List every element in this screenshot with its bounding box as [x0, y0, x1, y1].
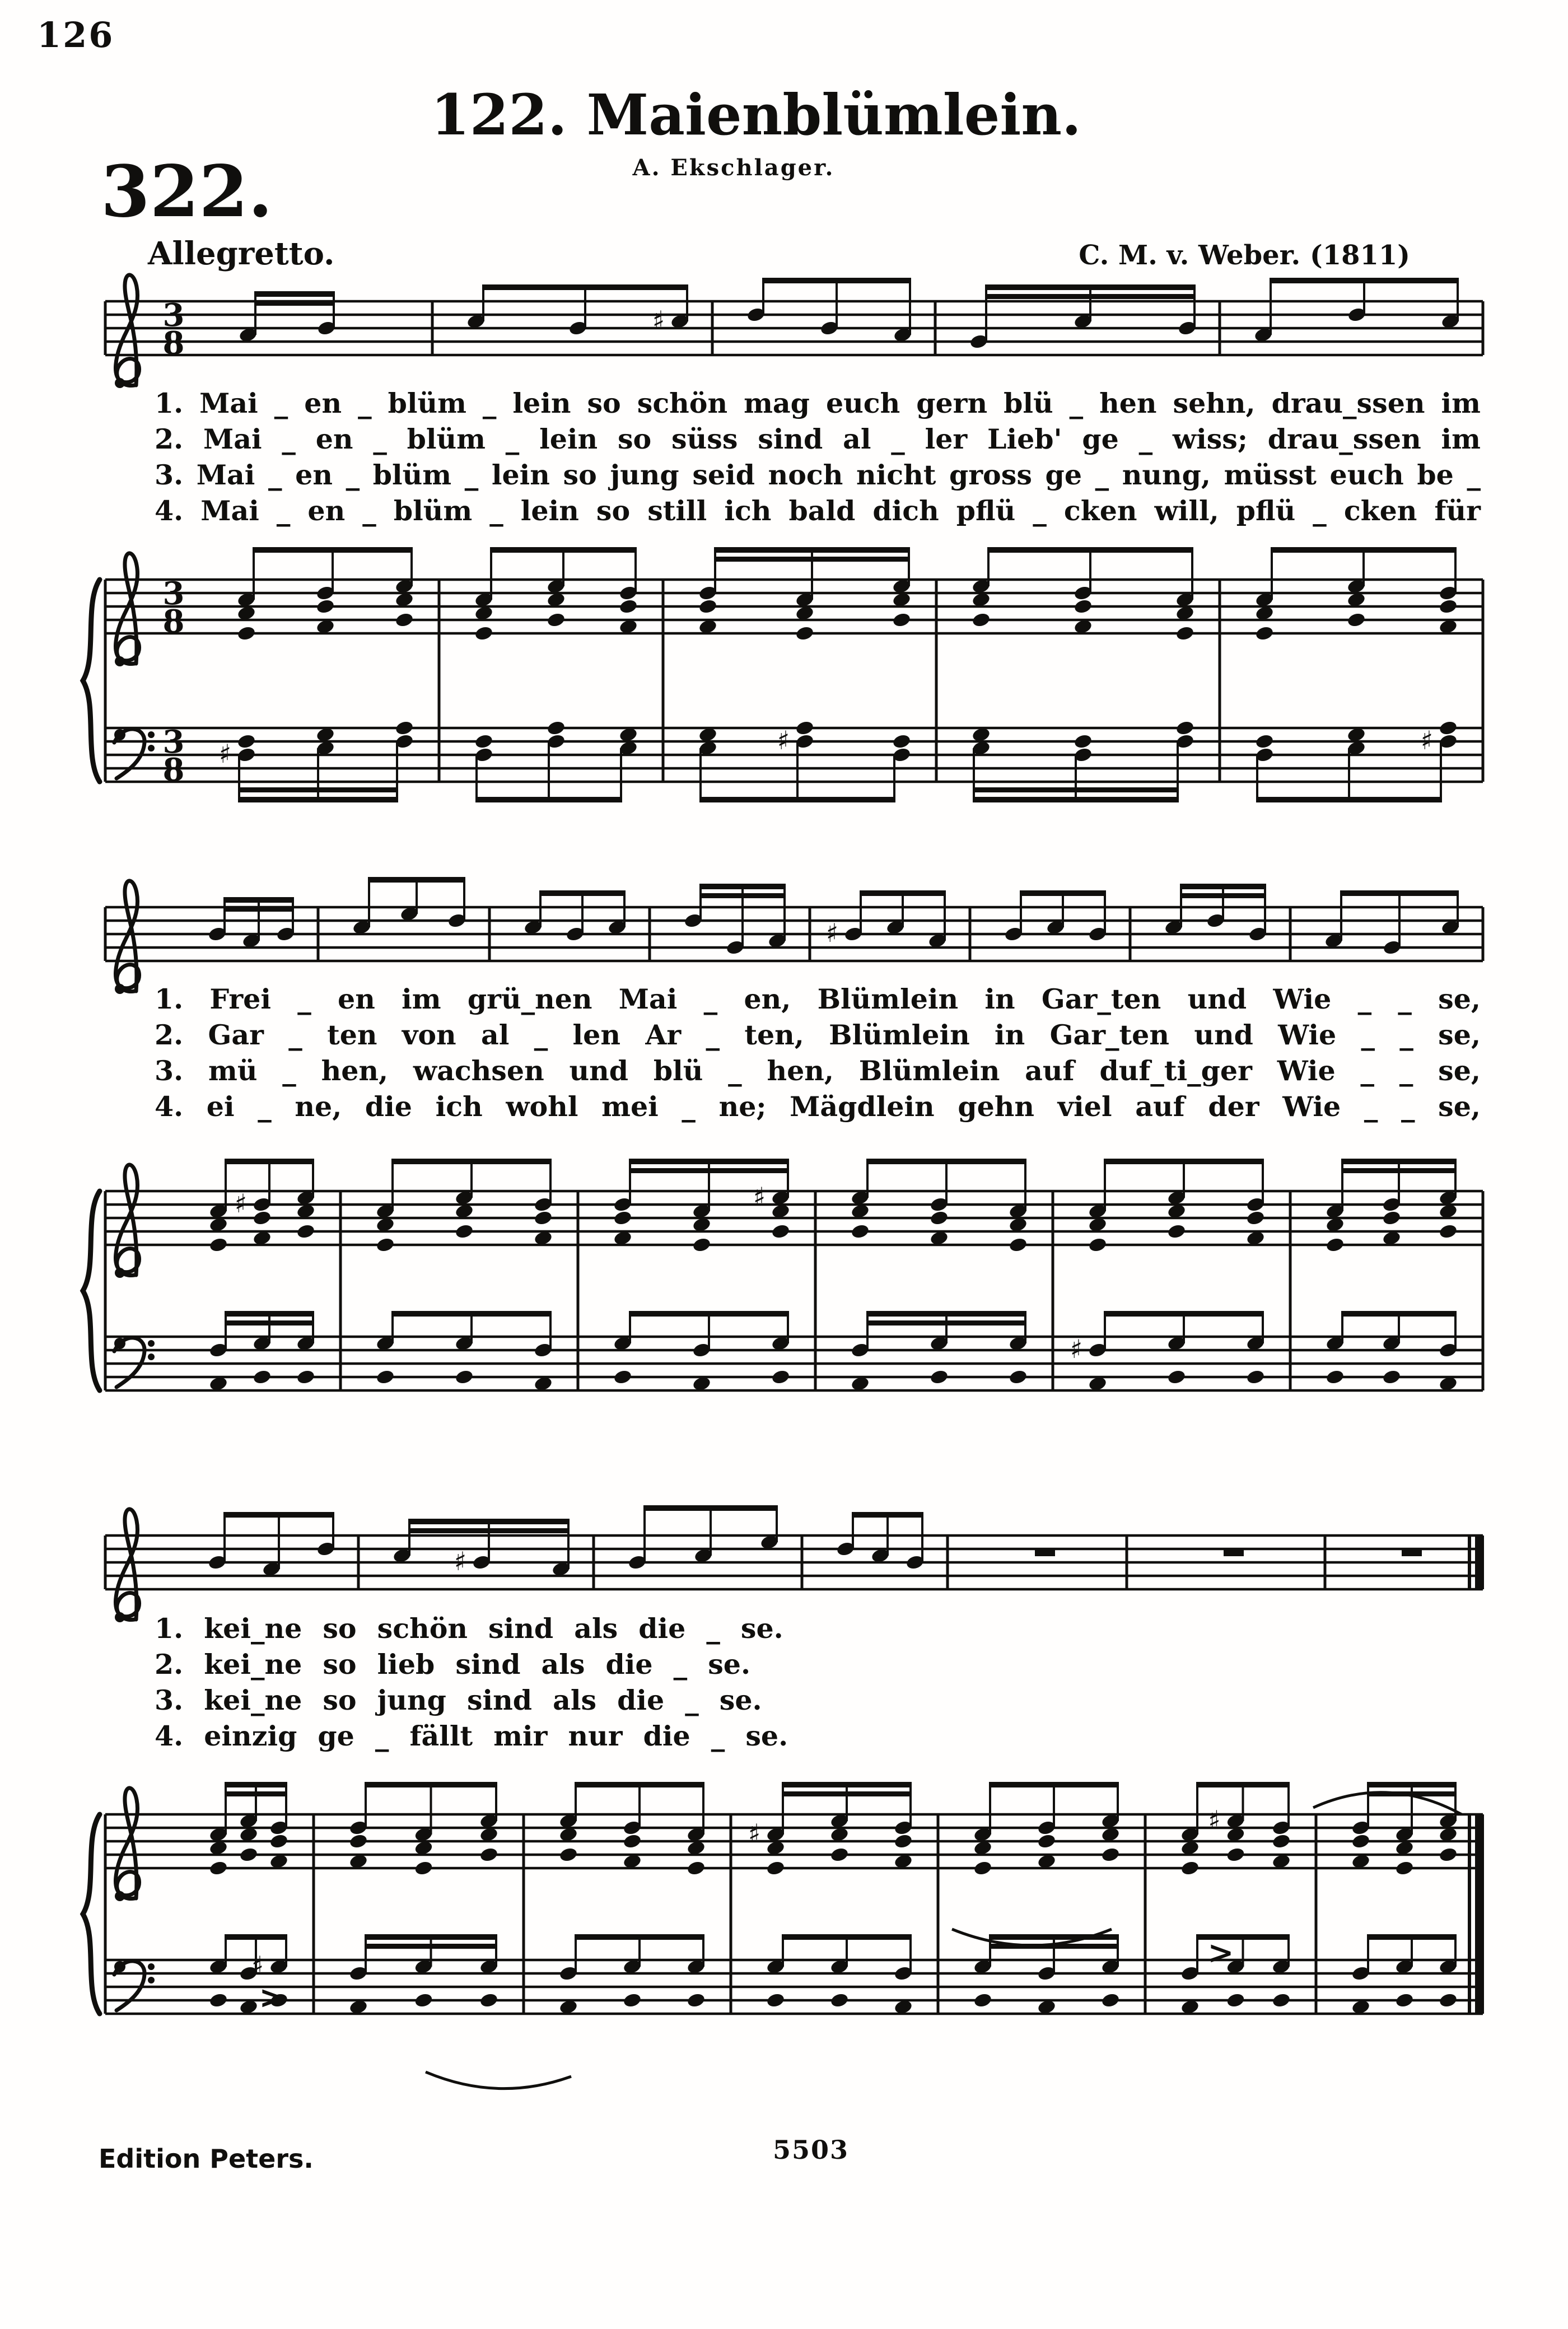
svg-text:8: 8: [162, 325, 185, 362]
svg-text:8: 8: [162, 752, 185, 788]
lyric-line: 1. Frei _ en im grü_nen Mai _ en, Blümlein in Gar_ten und Wie _ _ se,: [155, 983, 1481, 1015]
publisher-credit: Edition Peters.: [99, 2144, 314, 2174]
piano-system-2: [83, 1159, 1483, 1392]
svg-text:♯: ♯: [753, 1182, 766, 1212]
piece-title: 122. Maienblümlein.: [431, 82, 1081, 148]
svg-text:♯: ♯: [234, 1188, 248, 1219]
svg-text:♯: ♯: [748, 1818, 761, 1849]
svg-text:♯: ♯: [652, 305, 665, 335]
svg-text:♯: ♯: [1208, 1805, 1221, 1835]
lyric-line: 4. einzig ge _ fällt mir nur die _ se.: [155, 1720, 788, 1752]
lyric-line: 1. Mai _ en _ blüm _ lein so schön mag euch gern blü _ hen sehn, drau_ssen im: [155, 387, 1481, 419]
page-number: 126: [37, 15, 115, 55]
lyric-line: 1. kei_ne so schön sind als die _ se.: [155, 1612, 783, 1645]
lyric-line: 2. Mai _ en _ blüm _ lein so süss sind al _ ler Lieb' ge _ wiss; drau_ssen im: [155, 423, 1481, 455]
poet-credit: A. Ekschlager.: [632, 155, 835, 181]
lyric-line: 4. Mai _ en _ blüm _ lein so still ich bald dich pflü _ cken will, pflü _ cken für: [155, 494, 1481, 527]
svg-text:♯: ♯: [1070, 1334, 1083, 1364]
lyric-line: 3. Mai _ en _ blüm _ lein so jung seid noch nicht gross ge _ nung, müsst euch be _: [155, 459, 1481, 491]
svg-text:♯: ♯: [777, 725, 790, 755]
plate-number: 5503: [773, 2135, 850, 2165]
svg-text:>: >: [1207, 1934, 1234, 1971]
svg-text:8: 8: [162, 603, 185, 640]
svg-text:>: >: [259, 1979, 286, 2016]
piano-system-1: [83, 547, 1483, 802]
lyric-line: 3. kei_ne so jung sind als die _ se.: [155, 1684, 762, 1716]
svg-text:3: 3: [162, 297, 185, 334]
vocal-staff-system-3: [105, 1505, 1484, 1622]
verse-block-2: [155, 981, 1481, 1124]
verse-block-1: [155, 385, 1481, 529]
lyric-line: 2. kei_ne so lieb sind als die _ se.: [155, 1648, 751, 1681]
lyric-line: 2. Gar _ ten von al _ len Ar _ ten, Blümlein in Gar_ten und Wie _ _ se,: [155, 1019, 1481, 1051]
verse-block-3: [155, 1611, 883, 1754]
svg-text:♯: ♯: [251, 1950, 264, 1981]
composer-credit: C. M. v. Weber. (1811): [1079, 240, 1410, 271]
svg-text:♯: ♯: [825, 918, 839, 948]
svg-text:♯: ♯: [1420, 725, 1434, 755]
vocal-staff-system-1: [105, 275, 1483, 388]
svg-text:♯: ♯: [218, 739, 232, 769]
svg-text:3: 3: [162, 575, 185, 612]
vocal-staff-system-2: [105, 877, 1483, 994]
lyric-line: 3. mü _ hen, wachsen und blü _ hen, Blümlein auf duf_ti_ger Wie _ _ se,: [155, 1054, 1481, 1087]
song-number: 322.: [101, 150, 273, 233]
svg-text:3: 3: [162, 724, 185, 760]
svg-text:♯: ♯: [454, 1546, 467, 1576]
piano-system-3: [83, 1782, 1484, 2015]
tempo-marking: Allegretto.: [148, 235, 335, 272]
lyric-line: 4. ei _ ne, die ich wohl mei _ ne; Mägdlein gehn viel auf der Wie _ _ se,: [155, 1090, 1481, 1123]
